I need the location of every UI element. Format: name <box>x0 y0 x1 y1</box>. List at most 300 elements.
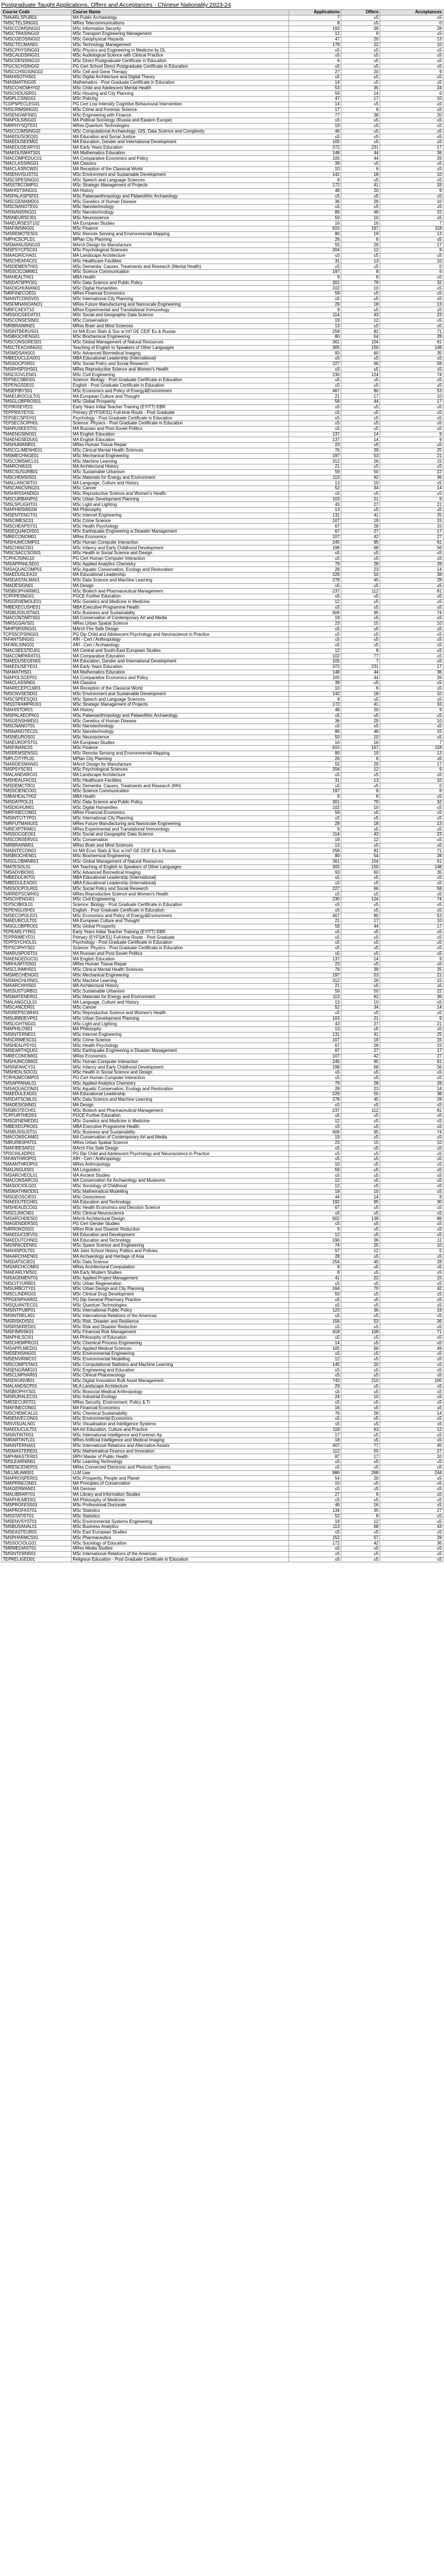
cell-acceptances: ≤5 <box>380 1557 443 1562</box>
cell-course-name: MA European Culture and Thought <box>72 394 289 399</box>
cell-course-name: MSc Data Science and Machine Learning <box>72 1097 289 1102</box>
table-row <box>2 286 443 291</box>
cell-applications: 10 <box>289 1162 341 1167</box>
cell-course-name: MA Language, Culture and History <box>72 1000 289 1005</box>
table-row <box>2 259 443 264</box>
table-row <box>2 1357 443 1362</box>
cell-offers: ≤5 <box>341 1303 380 1308</box>
table-row <box>2 1465 443 1470</box>
table-row <box>2 145 443 150</box>
cell-offers: ≤5 <box>341 1157 380 1162</box>
cell-course-code: TMSCAUDSING01 <box>2 53 72 59</box>
table-row <box>2 107 443 113</box>
cell-offers: ≤5 <box>341 291 380 297</box>
cell-offers: 77 <box>341 1443 380 1449</box>
table-row <box>2 1065 443 1070</box>
cell-acceptances: 0 <box>380 264 443 270</box>
cell-course-name: English - Post Graduate Certificate in Education <box>72 908 289 913</box>
cell-acceptances: ≤5 <box>380 929 443 935</box>
cell-acceptances: ≤5 <box>380 421 443 427</box>
cell-course-code: TMAPRINCON01 <box>2 1481 72 1487</box>
table-row <box>2 1146 443 1151</box>
cell-course-name: MRes Urban Spatial Science <box>72 621 289 626</box>
table-row <box>2 789 443 794</box>
table-row <box>2 1303 443 1308</box>
cell-offers: ≤5 <box>341 1135 380 1141</box>
cell-acceptances: 86 <box>380 1216 443 1222</box>
cell-acceptances: ≤5 <box>380 1481 443 1487</box>
table-row <box>2 1535 443 1541</box>
table-row <box>2 756 443 762</box>
cell-acceptances: ≤5 <box>380 875 443 881</box>
cell-applications: ≤5 <box>289 53 341 59</box>
cell-acceptances: 23 <box>380 832 443 838</box>
cell-offers: 27 <box>341 1021 380 1027</box>
cell-offers: ≤5 <box>341 1481 380 1487</box>
cell-course-name: MA Library and Information Studies <box>72 1492 289 1497</box>
cell-acceptances: ≤5 <box>380 1514 443 1519</box>
cell-course-name: MSc Health in Social Science and Design <box>72 1070 289 1076</box>
cell-offers: 18 <box>341 691 380 697</box>
cell-course-name: MSc Cell and Gene Therapy <box>72 69 289 75</box>
cell-course-code: TMSSENSING01 <box>2 1352 72 1357</box>
cell-offers: 41 <box>341 183 380 189</box>
cell-course-name: MSc Biosocial Medical Anthropology <box>72 1389 289 1395</box>
cell-acceptances: ≤5 <box>380 984 443 989</box>
table-row <box>2 561 443 567</box>
cell-applications: 305 <box>289 864 341 870</box>
cell-course-code: TMSENVSYST01 <box>2 1519 72 1525</box>
cell-applications: 23 <box>289 621 341 626</box>
cell-applications: 74 <box>289 1243 341 1249</box>
table-row <box>2 735 443 740</box>
cell-offers: 17 <box>341 97 380 102</box>
cell-acceptances: 10 <box>380 1140 443 1146</box>
table-row <box>2 945 443 951</box>
table-row <box>2 1427 443 1433</box>
cell-acceptances: 30 <box>380 1200 443 1206</box>
cell-acceptances: 15 <box>380 1038 443 1043</box>
cell-course-code: TMSENVECON01 <box>2 1416 72 1422</box>
table-row <box>2 404 443 410</box>
cell-acceptances: 42 <box>380 1287 443 1292</box>
cell-offers: 68 <box>341 1525 380 1530</box>
table-row <box>2 210 443 215</box>
table-row <box>2 518 443 524</box>
cell-course-name: MA Design <box>72 1102 289 1108</box>
cell-acceptances: 26 <box>380 675 443 681</box>
cell-course-name: MSc Financial Risk Management <box>72 1330 289 1335</box>
table-row <box>2 443 443 448</box>
cell-offers: ≤5 <box>341 178 380 183</box>
cell-applications: ≤5 <box>289 1010 341 1016</box>
cell-acceptances: 74 <box>380 897 443 903</box>
cell-offers: ≤5 <box>341 48 380 53</box>
cell-course-code: TMSINTERNE01 <box>2 1032 72 1038</box>
cell-course-code: TMSNEURSCI01 <box>2 215 72 221</box>
cell-applications: 145 <box>289 1362 341 1368</box>
cell-course-name: MSc Infancy and Early Childhood Development <box>72 1065 289 1070</box>
cell-acceptances: ≤5 <box>380 53 443 59</box>
cell-applications: 13 <box>289 1027 341 1033</box>
cell-course-code: TMSGLOBPROS01 <box>2 399 72 405</box>
cell-course-name: MSc Industrial Ecology <box>72 1395 289 1400</box>
table-row <box>2 551 443 556</box>
cell-applications: 229 <box>289 573 341 578</box>
cell-offers: ≤5 <box>341 1254 380 1259</box>
cell-acceptances: ≤5 <box>380 654 443 659</box>
table-row <box>2 1248 443 1254</box>
cell-course-code: TEPSECSBIO01 <box>2 378 72 383</box>
cell-course-name: MRes Reproductive Science and Women's Health <box>72 367 289 372</box>
cell-course-code: TMSBUSSUST01 <box>2 1130 72 1135</box>
cell-course-code: TMAEUROCULT01 <box>2 394 72 399</box>
cell-course-code: TMSSTRAMPRO01 <box>2 702 72 708</box>
cell-course-code: TMSDASTALMA01 <box>2 578 72 583</box>
cell-course-name: MRes Financial Economics <box>72 811 289 816</box>
cell-offers: 50 <box>341 989 380 994</box>
table-row <box>2 794 443 799</box>
cell-course-name: MSc Digital Innovation Built Asset Management <box>72 1378 289 1384</box>
cell-acceptances: 17 <box>380 762 443 767</box>
cell-course-name: MSc Crime Science <box>72 1038 289 1043</box>
cell-offers: 35 <box>341 85 380 91</box>
cell-course-code: TMAENGSINO01 <box>2 432 72 437</box>
cell-acceptances: ≤5 <box>380 1389 443 1395</box>
cell-acceptances: 6 <box>380 789 443 794</box>
table-row <box>2 902 443 908</box>
cell-offers: ≤5 <box>341 1460 380 1465</box>
table-row <box>2 616 443 621</box>
cell-course-code: TMSINTCITYP01 <box>2 816 72 821</box>
cell-course-code: TMBEDULEAD01 <box>2 880 72 886</box>
cell-course-code: TMATESOL01 <box>2 864 72 870</box>
table-row <box>2 1178 443 1184</box>
table-row <box>2 42 443 48</box>
cell-course-code: TMSINTRELA01 <box>2 1313 72 1319</box>
table-row <box>2 534 443 540</box>
cell-offers: ≤5 <box>341 1297 380 1303</box>
cell-offers: 8 <box>341 275 380 280</box>
cell-offers: 39 <box>341 448 380 453</box>
cell-applications: 13 <box>289 480 341 486</box>
cell-acceptances: 36 <box>380 1319 443 1324</box>
cell-applications: ≤5 <box>289 1551 341 1557</box>
table-row <box>2 378 443 383</box>
cell-course-name: MSc Environment and Sustainable Development <box>72 691 289 697</box>
cell-course-code: TMSARCHDES01 <box>2 1216 72 1222</box>
cell-applications: 77 <box>289 113 341 118</box>
cell-offers: 95 <box>341 1130 380 1135</box>
cell-course-code: TMSREMSENS01 <box>2 751 72 756</box>
cell-acceptances: ≤5 <box>380 1189 443 1195</box>
cell-course-code: TMACSEESTEU01 <box>2 648 72 654</box>
cell-acceptances: 28 <box>380 335 443 340</box>
cell-course-name: MSc Risk, Disaster and Resilience <box>72 1319 289 1324</box>
cell-offers: 25 <box>341 1243 380 1249</box>
cell-acceptances: ≤5 <box>380 1460 443 1465</box>
cell-applications: 137 <box>289 437 341 443</box>
table-row <box>2 924 443 929</box>
cell-course-code: TMRREPSCWH01 <box>2 892 72 897</box>
cell-offers: 29 <box>341 242 380 248</box>
cell-course-name: MRes Brain and Mind Sciences <box>72 323 289 329</box>
cell-course-name: MSc Business and Sustainability <box>72 1130 289 1135</box>
cell-course-name: MSc Aquatic Conservation, Ecology and Restoration <box>72 567 289 573</box>
cell-course-code: TMSDIGINVB01 <box>2 1378 72 1384</box>
cell-acceptances: ≤5 <box>380 383 443 388</box>
cell-offers: 268 <box>341 1470 380 1476</box>
cell-applications: 12 <box>289 599 341 605</box>
table-row <box>2 1114 443 1119</box>
cell-acceptances: ≤5 <box>380 64 443 69</box>
cell-applications: 198 <box>289 1065 341 1070</box>
cell-course-code: TMSGENSHMD01 <box>2 718 72 724</box>
cell-applications: 93 <box>289 351 341 356</box>
cell-offers: 14 <box>341 1195 380 1200</box>
cell-offers: ≤5 <box>341 129 380 134</box>
cell-course-code: TMSHEALSOC01 <box>2 1070 72 1076</box>
cell-course-code: TMSSTATIST01 <box>2 1514 72 1519</box>
table-row <box>2 751 443 756</box>
cell-course-code: TCPFPESNG01 <box>2 594 72 600</box>
cell-applications: ≤5 <box>289 1400 341 1405</box>
cell-acceptances: 9 <box>380 432 443 437</box>
table-row <box>2 1054 443 1059</box>
cell-course-name: MSc Prosperity, People and Planet <box>72 1476 289 1481</box>
cell-acceptances: ≤5 <box>380 1373 443 1379</box>
cell-applications: 8 <box>289 1270 341 1276</box>
cell-acceptances: ≤5 <box>380 1075 443 1081</box>
table-row <box>2 967 443 973</box>
cell-acceptances: 165 <box>380 1378 443 1384</box>
cell-course-name: MA Philosophy of Education <box>72 1335 289 1340</box>
header-offers: Offers <box>341 10 380 16</box>
table-row <box>2 178 443 183</box>
cell-course-code: TMRRISKDIS01 <box>2 1227 72 1232</box>
table-row <box>2 1297 443 1303</box>
table-row <box>2 134 443 140</box>
cell-offers: 27 <box>341 1049 380 1054</box>
cell-course-code: TMSBUSANAL01 <box>2 1525 72 1530</box>
cell-course-code: TMSPALASPSF01 <box>2 194 72 199</box>
cell-acceptances: 58 <box>380 361 443 367</box>
cell-applications: 80 <box>289 231 341 237</box>
cell-applications: 137 <box>289 956 341 962</box>
cell-course-name: MSc Remote Sensing and Environmental Mapping <box>72 231 289 237</box>
table-row <box>2 497 443 502</box>
cell-offers: ≤5 <box>341 1368 380 1373</box>
cell-course-name: MSc Social Policy and Social Research <box>72 361 289 367</box>
cell-offers: ≤5 <box>341 984 380 989</box>
cell-applications: 10 <box>289 166 341 172</box>
cell-course-code: TMAEDUSLEA10 <box>2 573 72 578</box>
cell-course-name: MSc Strategic Management of Projects <box>72 702 289 708</box>
cell-acceptances: 10 <box>380 919 443 924</box>
cell-course-code: TMSCANCSING01 <box>2 486 72 492</box>
cell-acceptances: 10 <box>380 778 443 783</box>
cell-offers: 21 <box>341 497 380 502</box>
cell-acceptances: ≤5 <box>380 1362 443 1368</box>
cell-offers: 14 <box>341 437 380 443</box>
cell-offers: 17 <box>341 919 380 924</box>
cell-applications: ≤5 <box>289 421 341 427</box>
cell-offers: ≤5 <box>341 1010 380 1016</box>
cell-offers: 43 <box>341 313 380 318</box>
cell-course-code: TMSURBDEVP01 <box>2 1016 72 1021</box>
cell-offers: 19 <box>341 751 380 756</box>
cell-course-code: TMSMATENER01 <box>2 994 72 1000</box>
cell-applications: ≤5 <box>289 64 341 69</box>
cell-course-name: MSc Crime and Forensic Science <box>72 107 289 113</box>
table-row <box>2 231 443 237</box>
cell-course-name: MSc Statistics <box>72 1508 289 1514</box>
table-row <box>2 1130 443 1135</box>
cell-acceptances: 24 <box>380 85 443 91</box>
table-row <box>2 215 443 221</box>
table-row <box>2 870 443 875</box>
table-row <box>2 1411 443 1416</box>
cell-course-name: MBA Executive Programme Health <box>72 605 289 610</box>
cell-course-name: MA Comparative Economics and Policy <box>72 156 289 161</box>
cell-course-code: TMSSOCPSR01 <box>2 361 72 367</box>
cell-acceptances: 21 <box>380 502 443 508</box>
cell-applications: 47 <box>289 37 341 42</box>
table-row <box>2 654 443 659</box>
cell-course-code: TMALIBRARY01 <box>2 1492 72 1497</box>
cell-course-code: TMSPROFESS01 <box>2 1503 72 1509</box>
cell-course-name: MSc Applied Analytics Chemistry <box>72 561 289 567</box>
cell-course-code: TMACONSARC01 <box>2 1178 72 1184</box>
cell-applications: 21 <box>289 394 341 399</box>
cell-acceptances: 17 <box>380 145 443 150</box>
cell-course-code: TMRFUTMANU01 <box>2 821 72 827</box>
cell-course-code: TMSREMOTES01 <box>2 231 72 237</box>
cell-acceptances: 9 <box>380 1016 443 1021</box>
cell-offers: ≤5 <box>341 1389 380 1395</box>
table-row <box>2 58 443 64</box>
cell-course-code: TMBEDUCLEAD01 <box>2 356 72 362</box>
cell-course-code: TMAEDUSOEQ01 <box>2 134 72 140</box>
cell-acceptances: 244 <box>380 1470 443 1476</box>
cell-acceptances: 14 <box>380 1411 443 1416</box>
cell-applications: 50 <box>289 735 341 740</box>
cell-applications: 172 <box>289 1541 341 1546</box>
cell-acceptances: ≤5 <box>380 1146 443 1151</box>
cell-course-code: TMARUSEEST01 <box>2 426 72 432</box>
cell-course-code: TMAPHILMED01 <box>2 1497 72 1503</box>
table-row <box>2 707 443 713</box>
cell-course-code: TMSDIGHUM01 <box>2 805 72 811</box>
table-row <box>2 85 443 91</box>
table-row <box>2 886 443 892</box>
cell-applications: 986 <box>289 1470 341 1476</box>
table-row <box>2 740 443 746</box>
table-row <box>2 843 443 848</box>
cell-course-name: MSc Applied Project Management <box>72 1276 289 1281</box>
table-row <box>2 648 443 654</box>
cell-applications: 142 <box>289 691 341 697</box>
cell-acceptances: 71 <box>380 848 443 854</box>
cell-course-name: MA Art Education, Culture and Practice <box>72 1427 289 1433</box>
cell-course-code: TMSCCHSGSING02 <box>2 69 72 75</box>
cell-acceptances: ≤5 <box>380 307 443 313</box>
cell-applications: 17 <box>289 107 341 113</box>
cell-course-code: TMAEDUTECH01 <box>2 1200 72 1206</box>
cell-offers: ≤5 <box>341 15 380 21</box>
cell-acceptances: ≤5 <box>380 1303 443 1308</box>
cell-acceptances: 58 <box>380 886 443 892</box>
cell-acceptances: ≤5 <box>380 681 443 686</box>
cell-course-name: MA European Studies <box>72 740 289 746</box>
table-row <box>2 1254 443 1259</box>
cell-course-name: MSc International City Planning <box>72 296 289 302</box>
cell-applications: ≤5 <box>289 1324 341 1330</box>
cell-course-code: TMBEXECPRO01 <box>2 1124 72 1130</box>
table-row <box>2 859 443 864</box>
cell-course-code: TMSSOCIOLG01 <box>2 1541 72 1546</box>
cell-acceptances: 25 <box>380 513 443 518</box>
cell-acceptances: ≤5 <box>380 1465 443 1470</box>
cell-acceptances: 8 <box>380 1195 443 1200</box>
cell-offers: 95 <box>341 610 380 616</box>
cell-applications: 7 <box>289 15 341 21</box>
cell-course-name: MA Philosophy <box>72 508 289 513</box>
cell-applications: 28 <box>289 567 341 573</box>
cell-course-code: TAFANTHROP01 <box>2 1157 72 1162</box>
table-row <box>2 1433 443 1438</box>
table-row <box>2 1557 443 1562</box>
cell-course-code: TMSCOMPSTA01 <box>2 1362 72 1368</box>
cell-applications: 372 <box>289 664 341 670</box>
cell-applications: 105 <box>289 140 341 145</box>
cell-applications: 12 <box>289 1183 341 1189</box>
cell-course-name: MA Conservation of Contemporary Art and Media <box>72 616 289 621</box>
cell-course-code: TMAHISTSING01 <box>2 188 72 194</box>
cell-course-name: MSc Geophysical Hazards <box>72 37 289 42</box>
table-row <box>2 978 443 984</box>
cell-acceptances: 61 <box>380 340 443 345</box>
cell-offers: ≤5 <box>341 443 380 448</box>
cell-course-name: MA Linguistics <box>72 1167 289 1173</box>
cell-offers: ≤5 <box>341 616 380 621</box>
cell-acceptances: ≤5 <box>380 1324 443 1330</box>
cell-offers: 42 <box>341 1054 380 1059</box>
cell-course-code: TMBAHEALTH02 <box>2 794 72 799</box>
cell-course-code: TMSCHEMSIS01 <box>2 475 72 480</box>
cell-offers: ≤5 <box>341 296 380 302</box>
table-row <box>2 729 443 735</box>
cell-acceptances: 38 <box>380 1092 443 1097</box>
table-row <box>2 605 443 610</box>
cell-applications: 58 <box>289 399 341 405</box>
cell-course-code: TMACONTARTS01 <box>2 616 72 621</box>
cell-acceptances: 27 <box>380 1508 443 1514</box>
cell-acceptances: ≤5 <box>380 1476 443 1481</box>
table-row <box>2 1373 443 1379</box>
cell-course-code: TMHPSRSING01 <box>2 626 72 632</box>
cell-course-code: TMSHUMCOMI01 <box>2 1059 72 1065</box>
cell-applications: ≤5 <box>289 1075 341 1081</box>
cell-course-name: MSc Finance <box>72 746 289 751</box>
cell-course-name: MSc Professional Doctorate <box>72 1503 289 1509</box>
cell-applications: 113 <box>289 994 341 1000</box>
cell-acceptances: ≤5 <box>380 318 443 323</box>
cell-offers: ≤5 <box>341 1551 380 1557</box>
cell-applications: 36 <box>289 199 341 205</box>
cell-applications: ≤5 <box>289 296 341 302</box>
table-row <box>2 194 443 199</box>
